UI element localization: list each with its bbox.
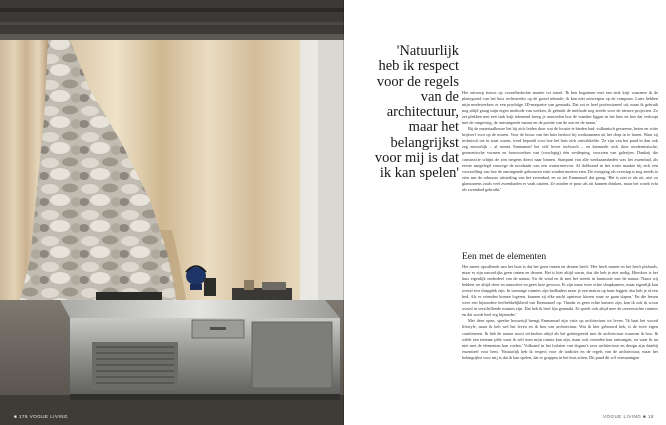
body-text: [462, 90, 658, 193]
body-paragraph: Met deze open, speelse bouwstijl brengt Emmanuel zijn visie op architectuur tot leven. 'Ik haat het woord lifestyle, maar ik heb wel het leven en ik hou van architectuur. Wat ik hier gebouwd heb, is de twee eigen combineren. Ik heb de natuur nooit verbroken altijd als het geïntegreerd met de architectuur waarvan ik hou. Ik wilde een intieme plek waar ik zelf men mijn ruimte kan zijn, maar ook vrienden kan ontvangen, en waar ik nu niet met de elementen kan voelen.' Volkomd in het loslaten van dogma's over architectuur en design zijn daarbij essentieel voor hem. 'Natuurlijk heb ik respect voor de tradities en de regels van de architectuur, maar het belangrijkst voor mij is dat ik kan spelen, dat er grappen in het huis zitten. Dit pand dit wil vermaningen: [462, 318, 658, 360]
body-paragraph: Het meest opvallende aan het huis is dat het geen ramen en deuren heeft. 'Het heeft muren en het heeft plafonds, maar er zijn nauwelijks geen ramen en deuren. Het is hier altijd warm, dus die heb je niet nodig. Hierdoor is het huis eigenlijk onderdeel van de natuur. En de wind en ik met het steeds in harmonie met de natuur. Naast wij hebben we altijd sfeer en atmosfeer en geen luxe gewoon. Er zijn maar twee echte slaapkamers, maar eigenlijk kan overal een slaapplek zijn. In sommige ruimtes zijn bedkaders maar je een matras op kunt leggen, dus heb je al een bed. Als er vrienden komen logeren, kunnen zij elke nacht opnieuw kiezen waar ze gaan slapen.' En die lessen weer een bijzondere leefhebbelijkheid van Emmanuel op: 'Omdat er geen echte kamers zijn, kan ik ook ik woon overal in verschillende ruimtes zijn. Dat heb ik heel fijn gemaakt. Er speelt ook altijd mee de onverwachte ruimtes en dat wordt heel erg bijzonder.': [462, 264, 658, 318]
right-page: [344, 0, 666, 425]
folio-left: ■ 176 VOGUE LIVING: [14, 414, 68, 419]
folio-right: VOGUE LIVING ■ 18: [603, 414, 654, 419]
body-paragraph: Het ontwerp bouwt op voorafbedachte manier tot stand. 'Ik ben begonnen met een stuk krijt waarmee ik de plattegrond van het huis rechtstreeks op de grond tekende; ik kan niet ontwerpen op de computer. Later hebben mijn medewerkers er een prachtige 3D-maquette van gemaakt. Dat zat er heel professioneel uit, maar ik gebruik nog altijd graag mijn eigen methode van werken, ik gebruik de methode nog steeds voor de nieuwe projecten. Zo zet plekken met een stuk krijt tekenend kreeg je aanvoelen hoe de wanden liggen in het huis en hoe dat verloopt met de omgeving, de ontvangende natuur en de positie van de zon en de maan.': [462, 90, 658, 126]
body-paragraph: Bij de materiaalkeuze liet hij zich leiden door wat de locatie te bieden had: vulkanisch gesteente, beton en witte krijtverf voor op de muren. Voor de bouw van het huis besloot hij werkmannen uit het dorp in te huren. Waar zij technisch toe in staat waren, werd bepaald voor hoe het huis zich ontwikkelde. 'Ze zijn van het pand in dan ook zeg entoorlijk – al noemt Emmanuel het zelf liever inchoach – en kenmerkt zich door modernistische, geometrische vormen en bouwwerken van (voorlopig) één verdieping, voorzien van galerijen. Dankzij die constructie schijnt de zon nergens direct naar binnen. Startpunt van alle werkzaamheden was het zwembad, als eerste aangelegd vanwege de noodzaak van een waterreservoir. Al doltbrend in het water maakte hij zich een voorstelling van hoe de omringende gebouwen eruit zouden moeten zien. De overgang als overstap is nog steeds te zien aan de robuuste uitstraling van het zwembad, en zo zet Emmanuel dat graag: 'Het is niet te als uit, niet zo glamoureus zoals veel zwembaden er vaak uitzien. Ze zouden er puur als uit kunnen drinken, maar het wordt echt als zwembad gebruikt.': [462, 126, 658, 192]
section-heading: Een met de elementen: [462, 252, 547, 262]
pull-quote: 'Natuurlijk heb ik respect voor de regels van de architectuur, maar het belangrijkst voor mij is dat ik kan spelen': [374, 43, 459, 182]
body-text-section: [462, 264, 658, 361]
